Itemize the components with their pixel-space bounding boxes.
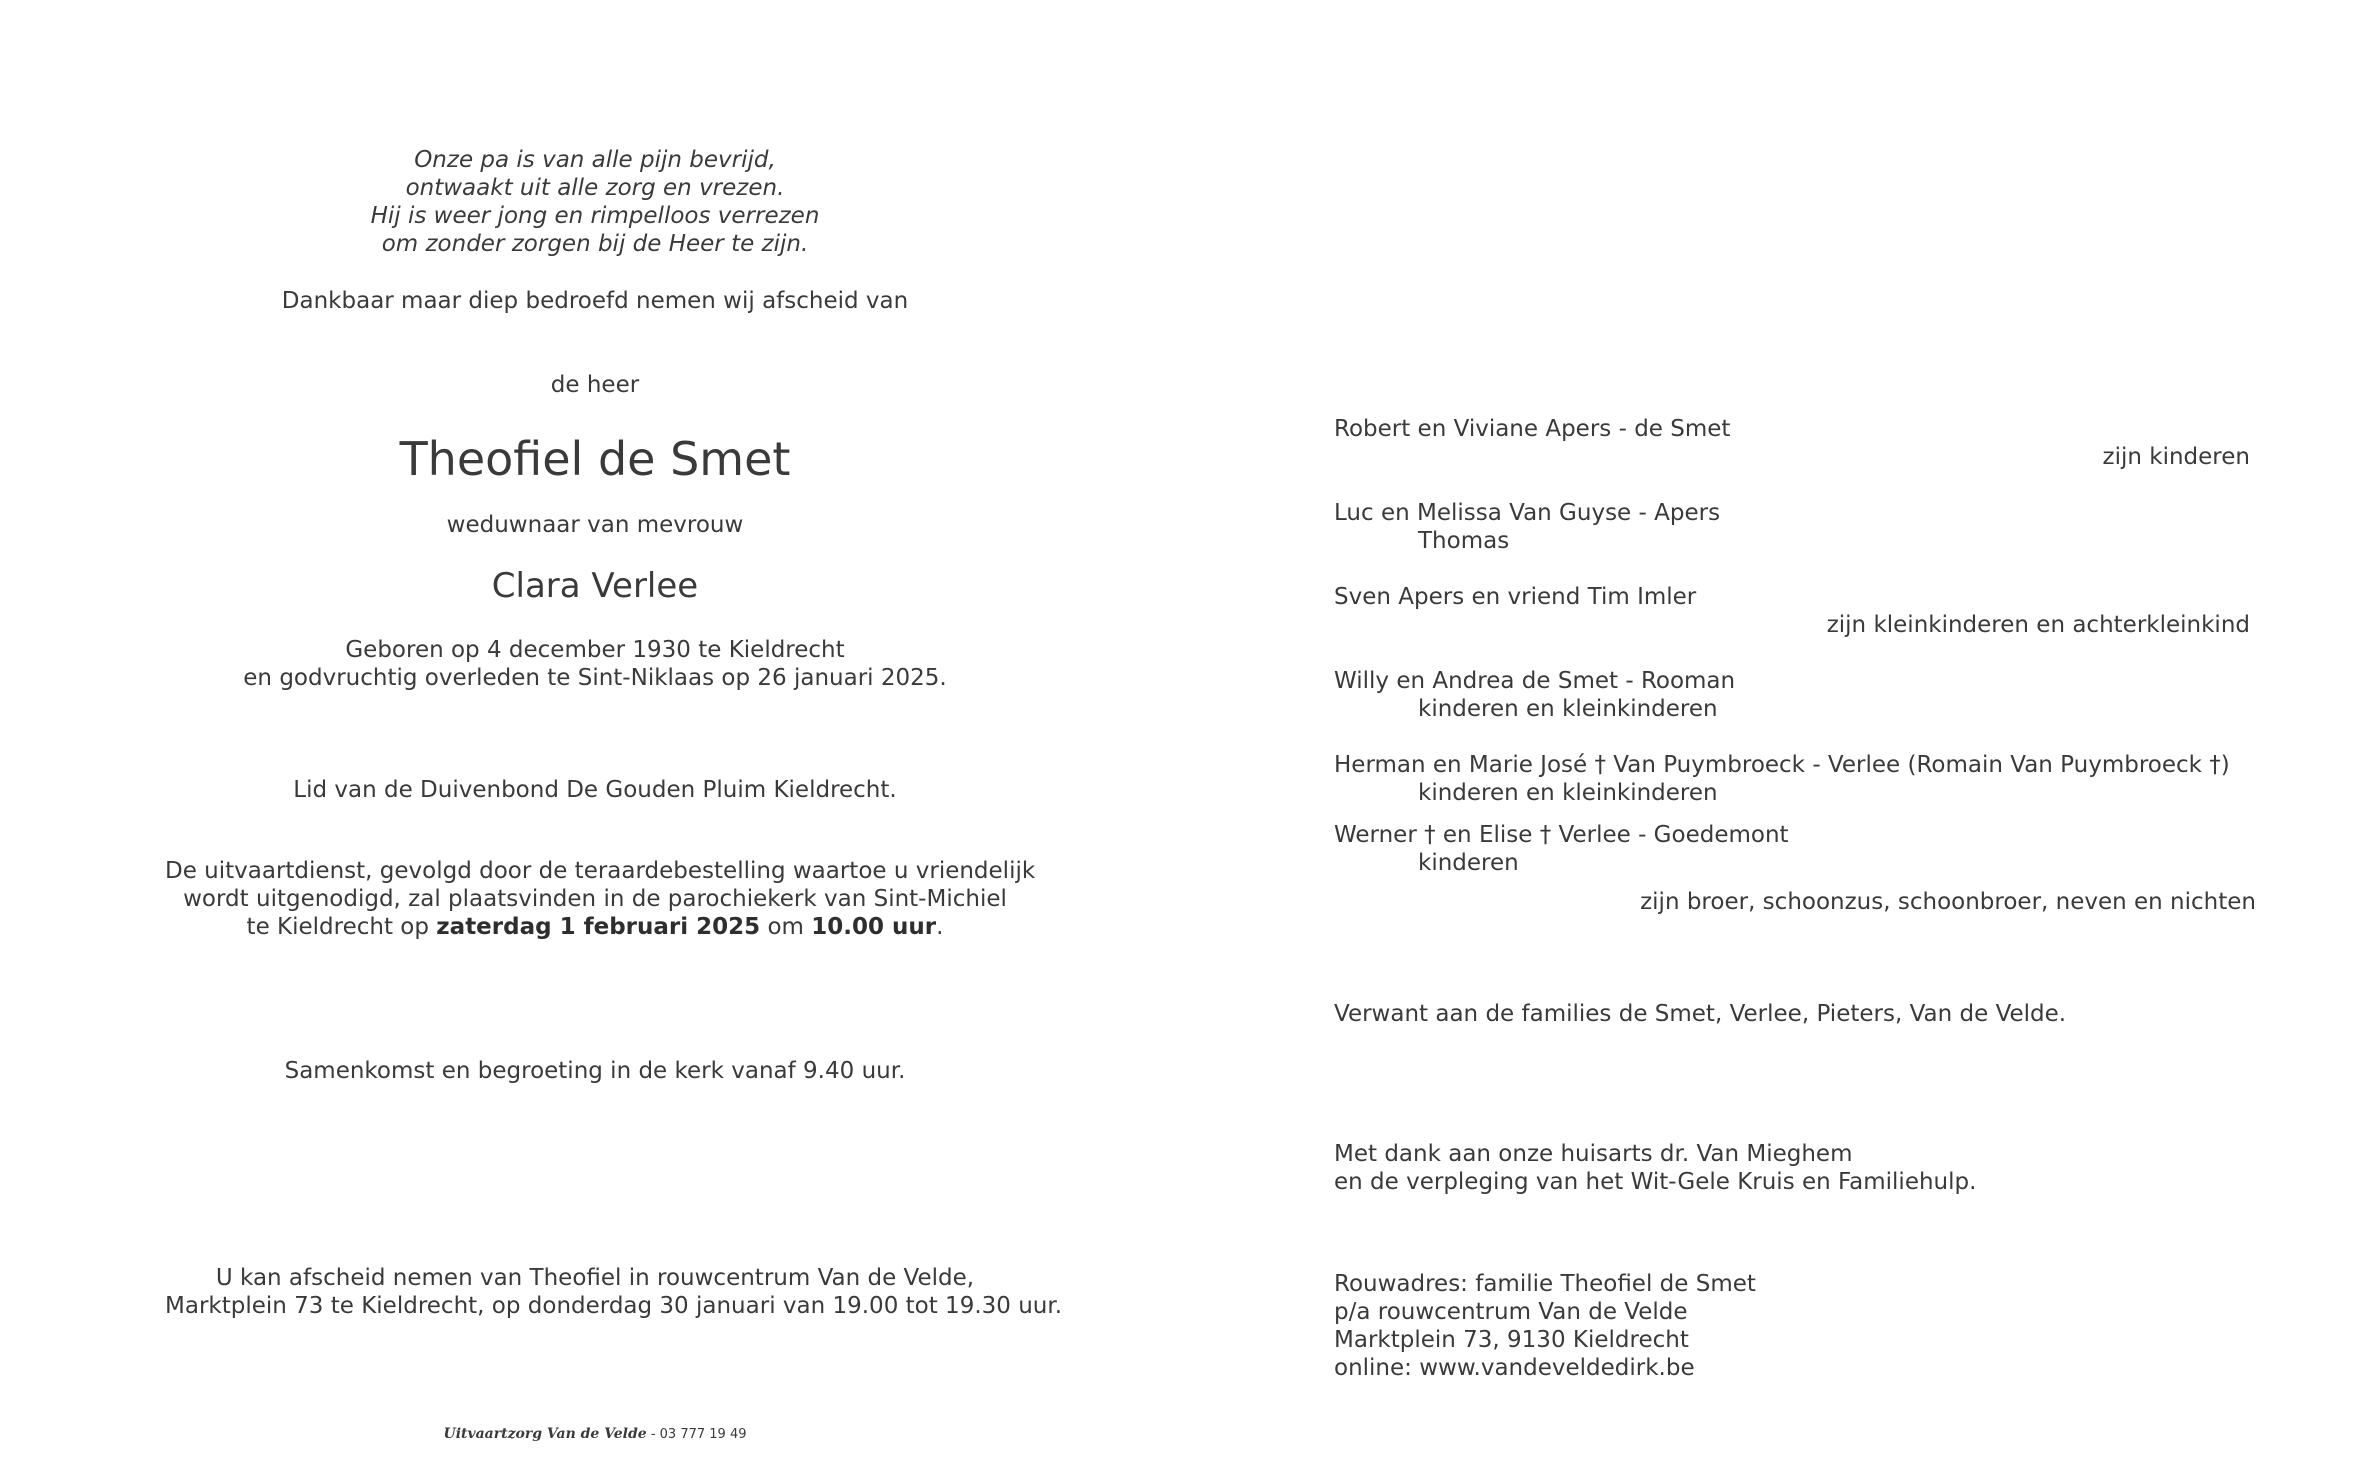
visitation-line-1: U kan afscheid nemen van Theofiel in rouwcentrum Van de Velde, bbox=[215, 1265, 975, 1291]
poem-line-3: Hij is weer jong en rimpelloos verrezen bbox=[370, 203, 820, 229]
grandchildren-label: zijn kleinkinderen en achterkleinkind bbox=[1826, 612, 2250, 638]
death-line: en godvruchtig overleden te Sint-Niklaas op 26 januari 2025. bbox=[243, 665, 947, 691]
children-names: Robert en Viviane Apers - de Smet bbox=[1334, 416, 1731, 442]
service-line-2: wordt uitgenodigd, zal plaatsvinden in de parochiekerk van Sint-Michiel bbox=[183, 886, 1007, 912]
service-suffix: . bbox=[936, 914, 944, 940]
right-page bbox=[1181, 0, 2362, 1476]
thanks-line-2: en de verpleging van het Wit-Gele Kruis en Familiehulp. bbox=[1334, 1169, 1977, 1195]
deceased-name: Theofiel de Smet bbox=[399, 432, 791, 486]
birth-line: Geboren op 4 december 1930 te Kieldrecht bbox=[345, 637, 845, 663]
service-time: 10.00 uur bbox=[811, 914, 937, 940]
related-families: Verwant aan de families de Smet, Verlee, Pieters, Van de Velde. bbox=[1334, 1001, 2067, 1027]
funeral-home-phone: - 03 777 19 49 bbox=[646, 1427, 747, 1442]
address-line-4: online: www.vandeveldedirk.be bbox=[1334, 1355, 1695, 1381]
sibling-sub-3: kinderen bbox=[1418, 850, 1519, 876]
membership: Lid van de Duivenbond De Gouden Pluim Kieldrecht. bbox=[293, 777, 897, 803]
grandchild-names-1: Luc en Melissa Van Guyse - Apers bbox=[1334, 500, 1721, 526]
children-label: zijn kinderen bbox=[2102, 444, 2250, 470]
address-line-2: p/a rouwcentrum Van de Velde bbox=[1334, 1299, 1688, 1325]
honorific: de heer bbox=[550, 372, 640, 398]
spouse-name: Clara Verlee bbox=[491, 566, 699, 606]
sibling-names-2: Herman en Marie José † Van Puymbroeck - Verlee (Romain Van Puymbroeck †) bbox=[1334, 752, 2230, 778]
gathering: Samenkomst en begroeting in de kerk vanaf 9.40 uur. bbox=[284, 1058, 906, 1084]
service-prefix: te Kieldrecht op bbox=[246, 914, 437, 940]
grandchild-sub-1: Thomas bbox=[1418, 528, 1510, 554]
thanks-line-1: Met dank aan onze huisarts dr. Van Mieghem bbox=[1334, 1141, 1853, 1167]
grandchild-names-2: Sven Apers en vriend Tim Imler bbox=[1334, 584, 1697, 610]
intro-text: Dankbaar maar diep bedroefd nemen wij afscheid van bbox=[281, 288, 909, 314]
service-line-1: De uitvaartdienst, gevolgd door de teraardebestelling waartoe u vriendelijk bbox=[165, 858, 1036, 884]
service-date: zaterdag 1 februari 2025 bbox=[436, 914, 761, 940]
sibling-sub-1: kinderen en kleinkinderen bbox=[1418, 696, 1718, 722]
poem-line-4: om zonder zorgen bij de Heer te zijn. bbox=[381, 231, 809, 257]
widower-of: weduwnaar van mevrouw bbox=[446, 512, 744, 538]
funeral-home-footer bbox=[165, 1426, 1025, 1443]
address-line-3: Marktplein 73, 9130 Kieldrecht bbox=[1334, 1327, 1689, 1353]
poem-line-1: Onze pa is van alle pijn bevrijd, bbox=[414, 147, 776, 173]
service-line-3 bbox=[165, 913, 1025, 941]
funeral-home-brand: Uitvaartzorg Van de Velde bbox=[443, 1426, 647, 1442]
siblings-label: zijn broer, schoonzus, schoonbroer, neven en nichten bbox=[1640, 889, 2256, 915]
sibling-names-3: Werner † en Elise † Verlee - Goedemont bbox=[1334, 822, 1789, 848]
sibling-sub-2: kinderen en kleinkinderen bbox=[1418, 780, 1718, 806]
sibling-names-1: Willy en Andrea de Smet - Rooman bbox=[1334, 668, 1736, 694]
visitation-line-2: Marktplein 73 te Kieldrecht, op donderdag 30 januari van 19.00 tot 19.30 uur. bbox=[165, 1293, 1063, 1319]
address-line-1: Rouwadres: familie Theofiel de Smet bbox=[1334, 1271, 1756, 1297]
poem-line-2: ontwaakt uit alle zorg en vrezen. bbox=[405, 175, 785, 201]
service-middle: om bbox=[760, 914, 812, 940]
